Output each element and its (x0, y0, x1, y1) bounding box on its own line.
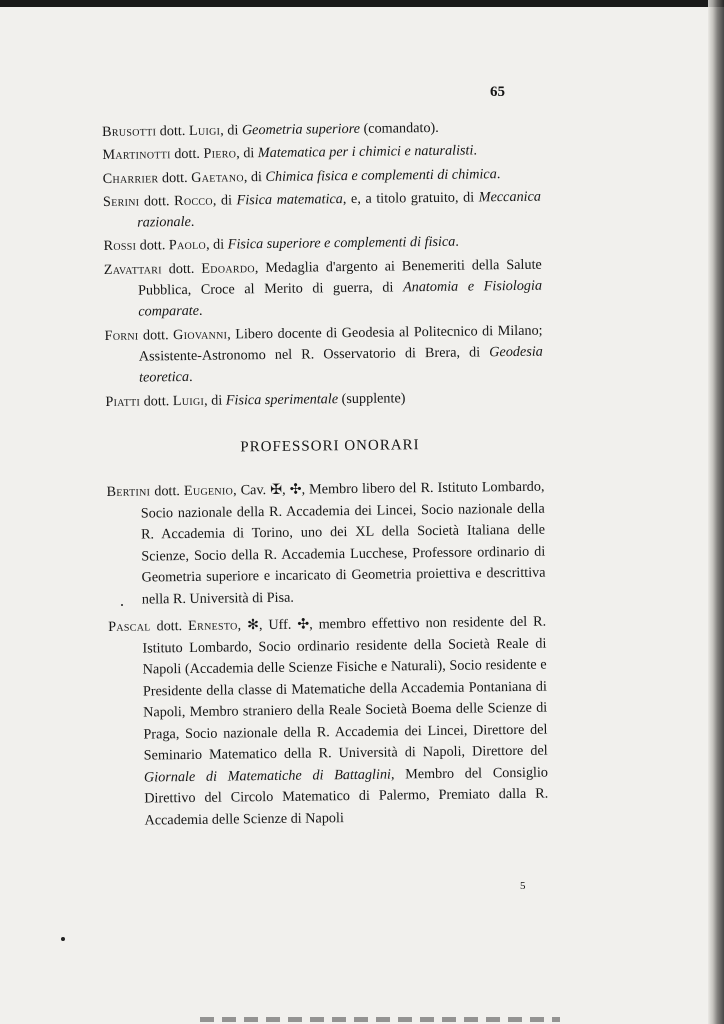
subject: Fisica sperimentale (225, 390, 339, 409)
journal-title: Giornale di Matematiche di Battaglini (143, 766, 392, 786)
faculty-entry-piatti (105, 386, 543, 413)
entry-text: , di (203, 392, 226, 409)
academic-title: dott. (150, 618, 189, 635)
faculty-entry-martinotti (102, 140, 540, 167)
given-name: Gaetano (191, 168, 244, 186)
given-name: Luigi (172, 392, 205, 409)
surname: Charrier (102, 169, 159, 187)
academic-title: dott. (139, 193, 175, 210)
entry-text: , di (236, 145, 258, 162)
entry-text: , e, a titolo gratuito, di (342, 189, 479, 207)
entry-text: . (188, 369, 193, 386)
faculty-entry-serini (103, 187, 541, 235)
entry-text: , di (220, 122, 242, 139)
subject: Fisica superiore e complementi di fisica (227, 234, 456, 253)
entry-text: Membro libero del R. Istituto Lombardo, Socio nazionale della R. Accademia dei Lincei, Socio nazionale della R. Accademia di Torino, uno dei XL della Società Italiana delle Scienze, Socio della R. Accademia Lucchese, Professore ordinario di Geometria superiore e incaricato di Geometria proiettiva e descrittiva nella R. Università di Pisa. (140, 478, 546, 608)
faculty-entry-charrier (103, 163, 541, 190)
subject: Anatomia e Fisiologia comparate (138, 277, 543, 320)
given-name: Luigi (188, 122, 221, 139)
given-name: Paolo (168, 237, 207, 254)
entry-text: (comandato). (359, 119, 439, 137)
academic-title: dott. (161, 260, 202, 278)
surname: Brusotti (102, 123, 157, 140)
subject: Matematica per i chimici e naturalisti (257, 142, 474, 162)
entry-text: , Medaglia d'argento ai Benemeriti della Salute Pubblica, Croce al Merito di guerra, di (137, 256, 542, 299)
signature-mark: 5 (520, 880, 526, 892)
academic-title: dott. (150, 483, 185, 500)
academic-title: dott. (138, 326, 174, 344)
subject: Meccanica razionale (137, 188, 542, 231)
surname: Pascal (108, 618, 151, 636)
entry-text: , Membro del Consiglio Direttivo del Circolo Matematico di Palermo, Premiato dalla R. Accademia delle Scienze di Napoli (144, 764, 549, 829)
subject: Chimica fisica e complementi di chimica (265, 165, 497, 185)
faculty-entry-forni (104, 320, 543, 389)
given-name: Ernesto (188, 617, 238, 635)
page-number: 65 (490, 84, 505, 100)
faculty-list (102, 117, 549, 832)
entry-text: , di (212, 192, 237, 209)
academic-title: dott. (170, 146, 204, 163)
scan-right-edge (708, 0, 724, 1024)
given-name: Rocco (174, 192, 213, 210)
entry-text: . (496, 165, 501, 182)
scan-bottom-edge (200, 1017, 560, 1022)
entry-text: . (190, 214, 195, 231)
academic-title: dott. (140, 392, 173, 410)
honorary-entry-bertini (106, 477, 546, 611)
surname: Martinotti (102, 146, 171, 164)
entry-text: , di (205, 236, 228, 254)
subject: Geometria superiore (241, 120, 361, 139)
given-name: Edoardo (201, 259, 255, 277)
academic-title: dott. (136, 237, 169, 255)
academic-title: dott. (158, 169, 192, 186)
faculty-entry-rossi (103, 231, 541, 258)
surname: Piatti (105, 393, 141, 410)
entry-text: , Libero docente di Geodesia al Politecnico di Milano; Assistente-Astronomo nel R. Osservatorio di Brera, di (138, 322, 543, 365)
surname: Zavattari (103, 261, 162, 278)
subject: Fisica matematica (236, 190, 343, 209)
scan-top-border (0, 0, 724, 7)
subject: Geodesia teoretica (139, 343, 543, 386)
honorary-entry-pascal (108, 612, 549, 832)
given-name: Giovanni (172, 326, 228, 343)
section-heading: PROFESSORI ONORARI (240, 437, 420, 456)
given-name: Eugenio (183, 482, 234, 500)
entry-text: . (198, 303, 203, 320)
given-name: Piero (203, 145, 237, 163)
surname: Forni (104, 327, 139, 344)
entry-text: (supplente) (337, 389, 406, 407)
entry-text: . (473, 142, 478, 159)
entry-text: . (455, 234, 459, 251)
honors: , Cav. ✠, ✣, (232, 481, 310, 499)
surname: Serini (102, 193, 140, 210)
honors: , ✻, Uff. ✣, (237, 616, 319, 634)
academic-title: dott. (156, 122, 190, 140)
entry-text: , di (243, 168, 266, 185)
scan-speck (61, 937, 65, 941)
faculty-entry-zavattari (104, 254, 543, 323)
faculty-entry-brusotti (102, 117, 540, 144)
surname: Bertini (106, 483, 151, 501)
surname: Rossi (103, 238, 137, 255)
entry-text: membro effettivo non residente del R. Istituto Lombardo, Socio ordinario residente della Società Reale di Napoli (Accademia delle Scienze Fisiche e Naturali), Socio residente e Presidente della classe di Matematiche della Accademia Pontaniana di Napoli, Membro straniero della Reale Società Boema delle Scienze di Praga, Socio nazionale della R. Accademia dei Lincei, Direttore del Seminario Matematico della R. Università di Napoli, Direttore del (142, 613, 548, 764)
